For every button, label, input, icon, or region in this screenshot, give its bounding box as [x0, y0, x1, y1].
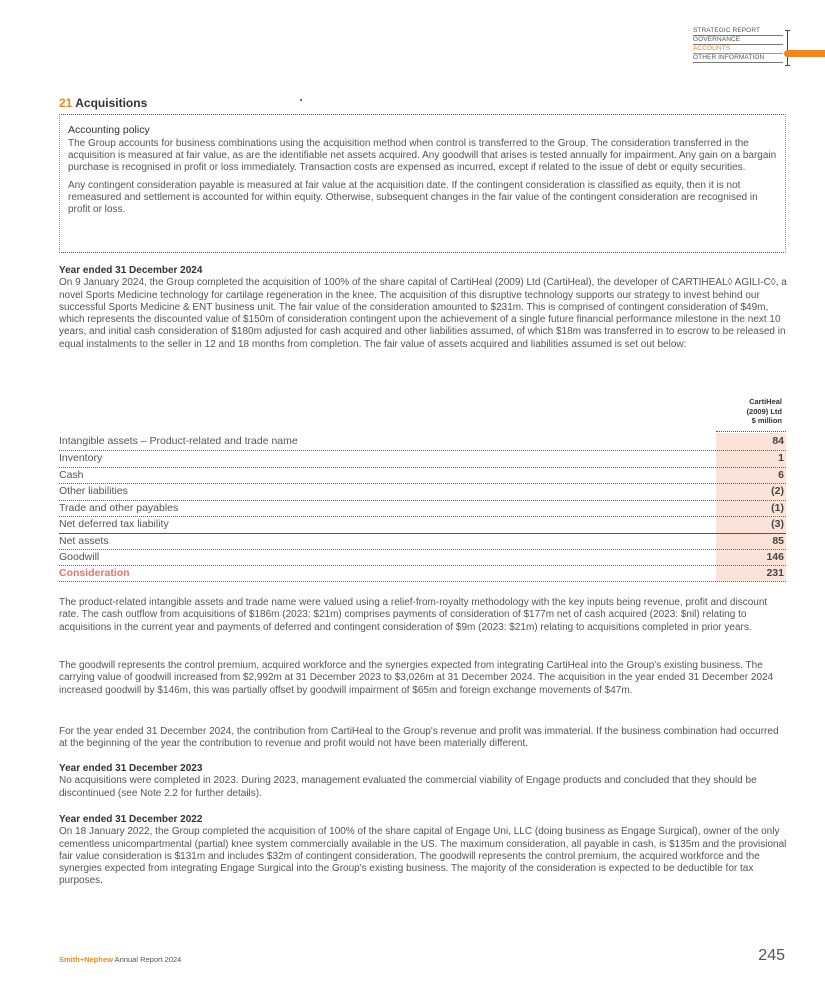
accounting-policy-para-1: The Group accounts for business combinations using the acquisition method when control is transferred to the Group. The consideration transferred in the acquisition is measured at fair value, as are the identifiable net assets acquired. Any goodwill that arises is tested annually for impairment. Any gain on a bargain purchase is recognised in profit or loss immediately. Transaction costs are expensed as incurred, except if related to the issue of debt or equity securities. — [68, 137, 777, 174]
accounting-policy-title: Accounting policy — [68, 124, 150, 136]
row-value: 84 — [772, 435, 784, 447]
table-row — [59, 467, 786, 484]
year-2022-heading: Year ended 31 December 2022 — [59, 814, 203, 825]
row-value: 1 — [778, 452, 784, 464]
goodwill-paragraph — [59, 660, 787, 697]
row-label: Cash — [59, 469, 84, 481]
nav-accounts[interactable]: ACCOUNTS — [693, 45, 783, 54]
table-column-header — [716, 397, 782, 426]
page-title — [59, 96, 147, 111]
intangibles-paragraph — [59, 597, 787, 634]
accounting-policy-box — [59, 114, 786, 253]
table-bottom-rule — [59, 581, 786, 582]
row-value: (1) — [771, 502, 784, 514]
table-row — [59, 500, 786, 517]
row-value: (3) — [771, 518, 784, 530]
table-row-goodwill — [59, 549, 786, 566]
table-row-net-assets — [59, 533, 786, 550]
row-value: 85 — [772, 535, 784, 547]
report-name: Annual Report 2024 — [114, 955, 182, 964]
footer-brand — [59, 955, 181, 964]
row-value: 6 — [778, 469, 784, 481]
row-value: (2) — [771, 485, 784, 497]
table-row — [59, 433, 786, 450]
table-row-consideration — [59, 565, 786, 582]
year-2023-heading: Year ended 31 December 2023 — [59, 763, 203, 774]
accounting-policy-para-2: Any contingent consideration payable is measured at fair value at the acquisition date. If the contingent consideration is classified as equity, then it is not remeasured and settlement is accounted for within equity. Otherwise, subsequent changes in the fair value of the contingent consideration are recognised in profit or loss. — [68, 179, 758, 216]
nav-rail — [787, 30, 788, 66]
row-label: Intangible assets – Product-related and trade name — [59, 435, 298, 447]
intangibles-text: The product-related intangible assets and trade name were valued using a relief-from-royalty methodology with the key inputs being revenue, profit and discount rate. The cash outflow from acquisitions of $186m (2023: $21m) comprises payments of consideration of $177m net of cash acquired (2023: $nil) relating to acquisitions in the current year and payments of deferred and contingent consideration of $9m (2023: $21m) relating to acquisitions completed in prior years. — [59, 597, 768, 633]
page-number: 245 — [758, 947, 785, 964]
nav-governance[interactable]: GOVERNANCE — [693, 36, 783, 45]
decorative-dot — [300, 99, 302, 101]
contribution-text: For the year ended 31 December 2024, the contribution from CartiHeal to the Group's revenue and profit was immaterial. If the business combination had occurred at the beginning of the year the contribution to revenue and profit would not have been materially different. — [59, 726, 779, 750]
table-column-header-line-3: $ million — [751, 416, 782, 425]
table-row — [59, 516, 786, 533]
row-label: Trade and other payables — [59, 502, 179, 514]
year-2024-intro: On 9 January 2024, the Group completed the acquisition of 100% of the share capital of CartiHeal (2009) Ltd (CartiHeal), the developer of CARTIHEAL◊ AGILI-C◊, a novel Sports Medicine technology for cartilage regeneration in the knee. The acquisition of this disruptive technology supports our strategy to invest behind our successful Sports Medicine & ENT business unit. The fair value of the consideration amounted to $231m. This is comprised of contingent consideration of $49m, which represents the discounted value of $150m of consideration contingent upon the achievement of a single future financial performance milestone in the next 10 years, and initial cash consideration of $180m adjusted for cash acquired and other liabilities assumed, of which $18m was transferred in to escrow to be released in equal instalments to the seller in 12 and 18 months from completion. The fair value of assets acquired and liabilities assumed is set out below: — [59, 277, 787, 350]
row-label: Other liabilities — [59, 485, 128, 497]
goodwill-text: The goodwill represents the control premium, acquired workforce and the synergies expected from integrating CartiHeal into the Group's existing business. The carrying value of goodwill increased from $2,992m at 31 December 2023 to $3,026m at 31 December 2024. The acquisition in the year ended 31 December 2024 increased goodwill by $146m, this was partially offset by goodwill impairment of $65m and foreign exchange movements of $47m. — [59, 660, 774, 696]
year-2024-section — [59, 265, 787, 351]
table-column-header-line-2: (2009) Ltd — [746, 406, 782, 416]
contribution-paragraph — [59, 726, 787, 751]
row-label: Goodwill — [59, 551, 100, 563]
table-row — [59, 483, 786, 500]
section-nav — [693, 27, 783, 63]
row-label: Inventory — [59, 452, 103, 464]
row-value: 231 — [766, 567, 784, 579]
brand-name: Smith+Nephew — [59, 955, 113, 964]
note-title: Acquisitions — [75, 96, 148, 110]
year-2022-text: On 18 January 2022, the Group completed the acquisition of 100% of the share capital of Engage Uni, LLC (doing business as Engage Surgical), owner of the only cementless unicompartmental (partial) knee system commercially available in the US. The maximum consideration, all payable in cash, is $135m and the provisional fair value consideration is $131m and includes $32m of contingent consideration. The goodwill represents the control premium, the acquired workforce and the synergies expected from integrating Engage Surgical into the Group's existing business. The majority of the consideration is expected to be deductible for tax purposes. — [59, 826, 787, 887]
nav-active-bar — [788, 50, 825, 57]
note-number: 21 — [59, 96, 73, 110]
table-header-rule — [716, 431, 786, 432]
row-value: 146 — [766, 551, 784, 563]
table-column-header-line-1: CartiHeal — [749, 397, 782, 406]
nav-tick-top — [785, 30, 790, 31]
nav-active-dot — [784, 50, 791, 57]
year-2023-section — [59, 763, 787, 800]
row-label: Consideration — [59, 567, 130, 579]
nav-other-information[interactable]: OTHER INFORMATION — [693, 54, 783, 63]
year-2023-text: No acquisitions were completed in 2023. During 2023, management evaluated the commercial viability of Engage products and concluded that they should be discontinued (see Note 2.2 for further details). — [59, 775, 757, 799]
year-2024-heading: Year ended 31 December 2024 — [59, 265, 203, 276]
table-row — [59, 450, 786, 467]
nav-strategic-report[interactable]: STRATEGIC REPORT — [693, 27, 783, 36]
row-label: Net assets — [59, 535, 109, 547]
year-2022-section — [59, 814, 787, 888]
row-label: Net deferred tax liability — [59, 518, 169, 530]
nav-tick-bottom — [785, 65, 790, 66]
